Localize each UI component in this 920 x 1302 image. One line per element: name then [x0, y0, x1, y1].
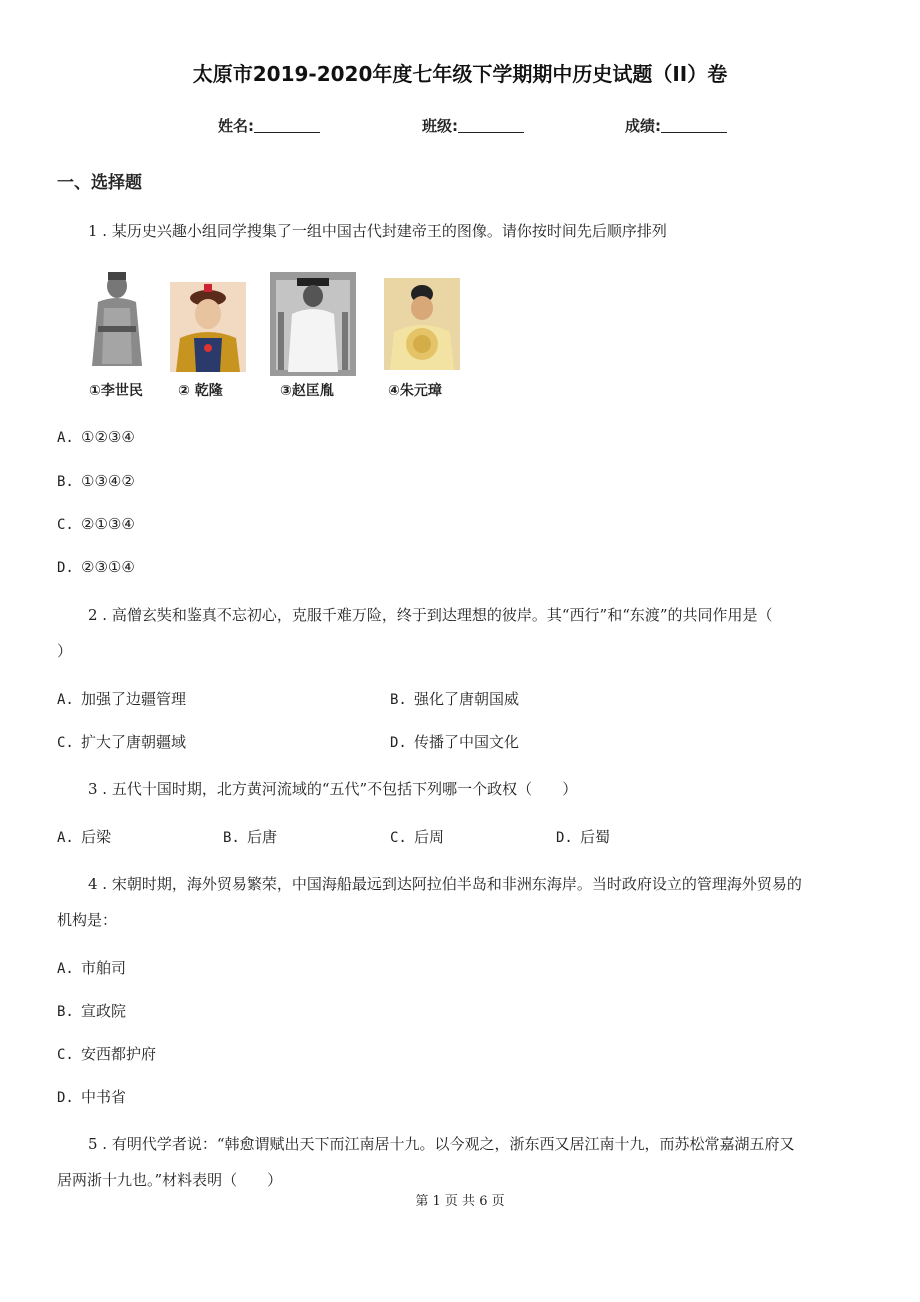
q2-option-b[interactable] — [390, 688, 519, 711]
class-blank[interactable] — [458, 118, 524, 133]
option-text: 强化了唐朝国威 — [414, 690, 520, 708]
option-key: C. — [390, 830, 407, 846]
name-field[interactable] — [218, 115, 320, 136]
option-key: A. — [57, 830, 74, 846]
option-text: 后唐 — [247, 828, 278, 846]
q4-option-d[interactable] — [57, 1086, 126, 1109]
question-2-text: 2 . 高僧玄奘和鉴真不忘初心，克服千难万险，终于到达理想的彼岸。其“西行”和“东渡”的共同作用是（ — [88, 606, 773, 624]
option-text: 市舶司 — [81, 959, 127, 977]
page-footer: 第 1 页 共 6 页 — [415, 1194, 505, 1209]
option-key: D. — [390, 735, 407, 751]
option-text: 后蜀 — [580, 828, 611, 846]
emperor-image-4 — [384, 278, 460, 370]
name-label: 姓名: — [218, 117, 254, 135]
question-4-text-cont: 机构是： — [57, 911, 118, 929]
emperor-image-2 — [170, 282, 246, 372]
caption-1: ①李世民 — [89, 383, 143, 399]
q3-option-b[interactable] — [223, 826, 277, 849]
option-text: 加强了边疆管理 — [81, 690, 187, 708]
option-key: B. — [57, 1004, 74, 1020]
q2-option-d[interactable] — [390, 731, 519, 754]
option-text: ①③④② — [81, 472, 135, 490]
q1-option-c[interactable] — [57, 513, 135, 536]
score-blank[interactable] — [661, 118, 727, 133]
option-text: ①②③④ — [81, 428, 135, 446]
name-blank[interactable] — [254, 118, 320, 133]
q4-option-b[interactable] — [57, 1000, 126, 1023]
option-key: B. — [390, 692, 407, 708]
option-text: 扩大了唐朝疆域 — [81, 733, 187, 751]
emperor-image-1 — [84, 268, 150, 374]
q4-option-a[interactable] — [57, 957, 126, 980]
class-field[interactable] — [422, 115, 524, 136]
option-text: 安西都护府 — [81, 1045, 157, 1063]
q3-option-a[interactable] — [57, 826, 111, 849]
option-text: ②①③④ — [81, 515, 135, 533]
option-text: 传播了中国文化 — [414, 733, 520, 751]
score-label: 成绩: — [625, 117, 661, 135]
q1-option-d[interactable] — [57, 556, 135, 579]
score-field[interactable] — [625, 115, 727, 136]
q4-option-c[interactable] — [57, 1043, 156, 1066]
q3-option-c[interactable] — [390, 826, 444, 849]
option-text: ②③①④ — [81, 558, 135, 576]
option-key: D. — [57, 560, 74, 576]
question-3-text: 3 . 五代十国时期，北方黄河流域的“五代”不包括下列哪一个政权（ ） — [88, 780, 578, 798]
option-key: D. — [556, 830, 573, 846]
option-key: A. — [57, 692, 74, 708]
question-4-text: 4 . 宋朝时期，海外贸易繁荣，中国海船最远到达阿拉伯半岛和非洲东海岸。当时政府设立的管理海外贸易的 — [88, 875, 802, 893]
caption-4: ④朱元璋 — [388, 383, 442, 399]
class-label: 班级: — [422, 117, 458, 135]
section-title: 一、选择题 — [57, 173, 142, 193]
question-5-text-cont: 居两浙十九也。”材料表明（ ） — [57, 1171, 283, 1189]
q1-option-b[interactable] — [57, 470, 135, 493]
option-key: A. — [57, 430, 74, 446]
option-text: 后梁 — [81, 828, 112, 846]
q2-option-c[interactable] — [57, 731, 186, 754]
emperor-image-3 — [270, 272, 356, 376]
q1-option-a[interactable] — [57, 426, 135, 449]
option-text: 后周 — [414, 828, 445, 846]
option-key: C. — [57, 517, 74, 533]
q3-option-d[interactable] — [556, 826, 610, 849]
option-key: D. — [57, 1090, 74, 1106]
option-key: C. — [57, 735, 74, 751]
caption-2: ② 乾隆 — [178, 383, 223, 399]
question-1-text: 1 . 某历史兴趣小组同学搜集了一组中国古代封建帝王的图像。请你按时间先后顺序排列 — [88, 222, 667, 240]
caption-3: ③赵匡胤 — [280, 383, 334, 399]
option-text: 宣政院 — [81, 1002, 127, 1020]
question-5-text: 5 . 有明代学者说：“韩愈谓赋出天下而江南居十九。以今观之，浙东西又居江南十九，而苏松常嘉湖五府又 — [88, 1135, 795, 1153]
q2-option-a[interactable] — [57, 688, 186, 711]
option-key: A. — [57, 961, 74, 977]
question-2-text-cont: ） — [57, 642, 73, 660]
option-key: B. — [223, 830, 240, 846]
option-key: C. — [57, 1047, 74, 1063]
option-key: B. — [57, 474, 74, 490]
option-text: 中书省 — [81, 1088, 127, 1106]
page-title: 太原市2019-2020年度七年级下学期期中历史试题（II）卷 — [192, 62, 728, 86]
